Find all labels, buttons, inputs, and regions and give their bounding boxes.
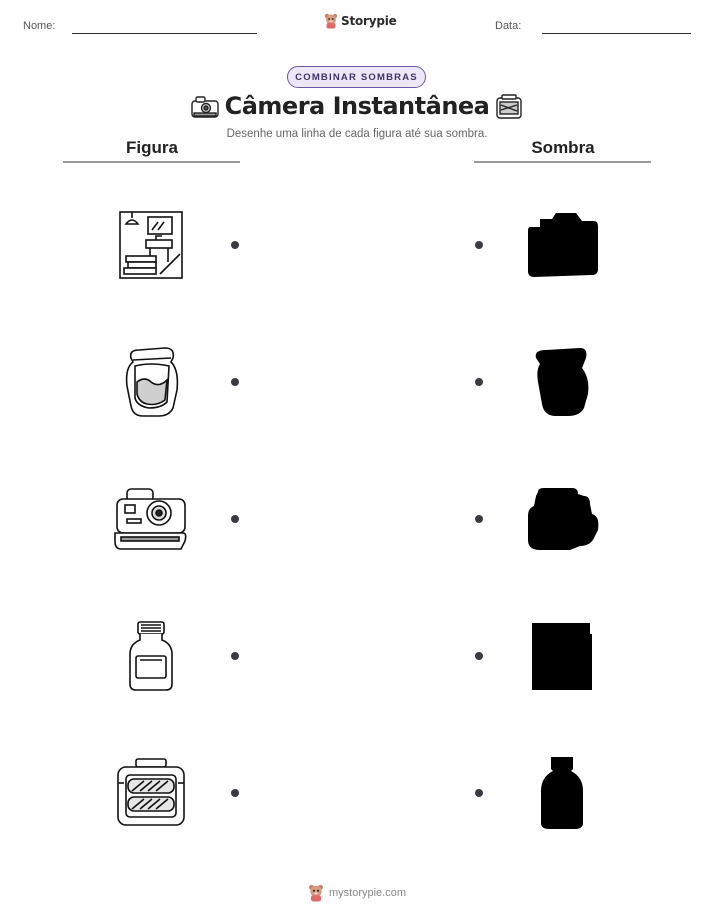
shadow-dot-3[interactable] [475, 515, 483, 523]
pouch-shadow-icon [532, 346, 592, 418]
figure-film-cartridge[interactable] [106, 748, 196, 838]
figure-dot-2[interactable] [231, 378, 239, 386]
shadow-bottle[interactable] [517, 748, 607, 838]
bottle-icon [126, 620, 176, 692]
activity-badge-label: COMBINAR SOMBRAS [295, 71, 418, 83]
shadow-square[interactable] [517, 611, 607, 701]
shadow-dot-4[interactable] [475, 652, 483, 660]
room-scene-icon [118, 210, 184, 280]
storypie-mascot-icon [324, 13, 338, 29]
date-line[interactable] [542, 33, 691, 34]
square-shadow-icon [529, 620, 595, 692]
photo-pouch-icon [121, 346, 181, 418]
figure-instant-camera[interactable] [106, 474, 196, 564]
date-label: Data: [495, 20, 522, 32]
column-rule-right [474, 161, 651, 163]
instant-camera-shadow-icon [524, 486, 600, 552]
film-cartridge-icon [494, 93, 524, 126]
name-label: Nome: [23, 20, 56, 32]
instructions: Desenhe uma linha de cada figura até sua sombra. [226, 128, 488, 140]
figure-bottle[interactable] [106, 611, 196, 701]
brand-logo [324, 13, 397, 29]
figure-dot-4[interactable] [231, 652, 239, 660]
shadow-dot-1[interactable] [475, 241, 483, 249]
storypie-mascot-icon [308, 884, 324, 902]
name-line[interactable] [72, 33, 257, 34]
column-header-figura: Figura [126, 138, 178, 157]
figure-dot-5[interactable] [231, 789, 239, 797]
shadow-instant-camera[interactable] [517, 474, 607, 564]
bottle-shadow-icon [537, 755, 587, 831]
shadow-dot-2[interactable] [475, 378, 483, 386]
figure-dot-3[interactable] [231, 515, 239, 523]
shadow-camera[interactable] [517, 200, 607, 290]
brand-name: Storypie [341, 14, 397, 28]
activity-badge [287, 66, 426, 88]
figure-room-scene[interactable] [106, 200, 196, 290]
figure-photo-pouch[interactable] [106, 337, 196, 427]
footer [308, 884, 406, 902]
column-header-sombra: Sombra [531, 138, 595, 157]
column-rule-left [63, 161, 240, 163]
figure-dot-1[interactable] [231, 241, 239, 249]
footer-url[interactable]: mystorypie.com [329, 887, 407, 899]
film-cartridge-icon [114, 757, 188, 829]
shadow-dot-5[interactable] [475, 789, 483, 797]
instant-camera-icon [113, 487, 189, 551]
page-title: Câmera Instantânea [224, 92, 490, 120]
shadow-pouch[interactable] [517, 337, 607, 427]
camera-shadow-icon [524, 209, 600, 281]
